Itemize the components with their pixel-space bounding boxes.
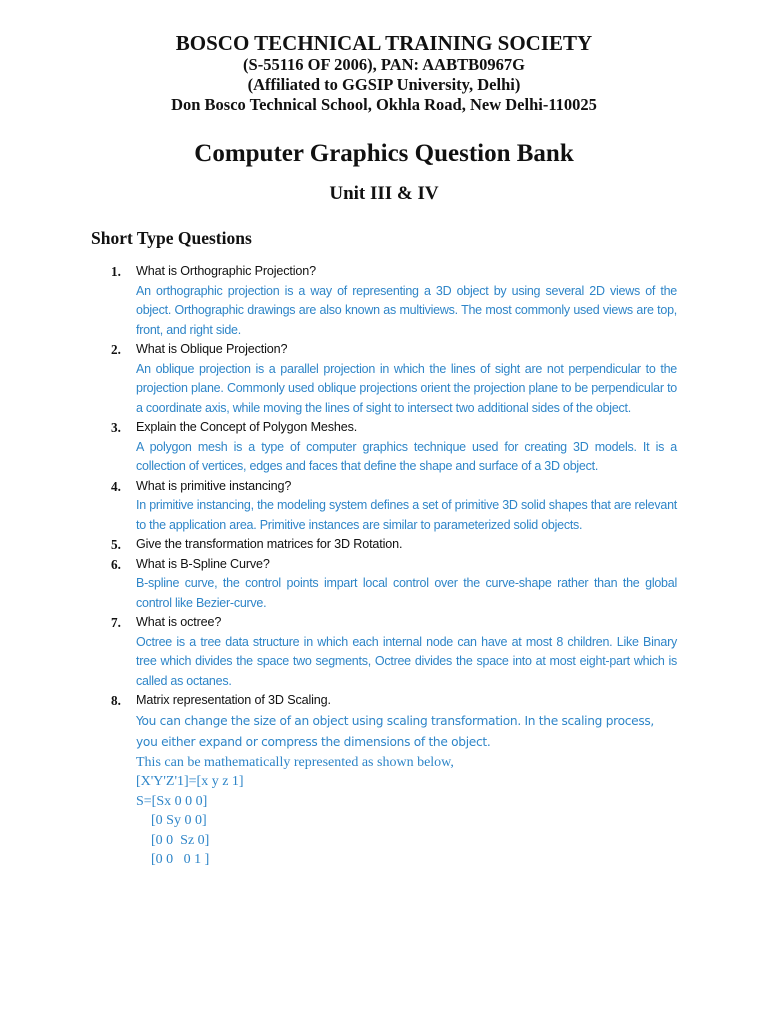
question-item: [111, 555, 677, 614]
question-text: What is Orthographic Projection?: [136, 264, 316, 278]
question-text: Matrix representation of 3D Scaling.: [136, 693, 331, 707]
address-line: Don Bosco Technical School, Okhla Road, New Delhi-110025: [171, 95, 597, 114]
question-text: Explain the Concept of Polygon Meshes.: [136, 420, 358, 434]
question-number: 5.: [111, 537, 121, 552]
question-item: [111, 340, 677, 418]
org-name: BOSCO TECHNICAL TRAINING SOCIETY: [175, 31, 593, 55]
question-item: [111, 418, 677, 477]
answer-text: An oblique projection is a parallel projection in which the lines of sight are not perpendicular to the projection plane. Commonly used oblique projections orient the projection plane to be perpendicular to a coordinate axis, while moving the lines of sight to intersect two additional sides of the object.: [136, 361, 677, 415]
answer-text: B-spline curve, the control points impart local control over the curve-shape rather than the global control like Bezier-curve.: [136, 576, 677, 610]
page-title: Computer Graphics Question Bank: [194, 140, 574, 167]
registration-line: (S-55116 OF 2006), PAN: AABTB0967G: [243, 55, 525, 74]
answer-text: Octree is a tree data structure in which each internal node can have at most 8 children. Like Binary tree which divides the space two segments, Octree divides the space into at most eight-part which is called as octanes.: [136, 634, 677, 688]
scaling-intro: You can change the size of an object using scaling transformation. In the scaling process, you either expand or compress the dimensions of the object.: [136, 713, 655, 749]
question-item: [111, 477, 677, 536]
scaling-matrix-row-1: S=[Sx 0 0 0]: [136, 793, 208, 809]
question-number: 7.: [111, 615, 121, 630]
affiliation-line: (Affiliated to GGSIP University, Delhi): [247, 75, 521, 94]
question-number: 1.: [111, 264, 121, 279]
scaling-equation: [X'Y'Z'1]=[x y z 1]: [136, 774, 244, 789]
question-text: What is octree?: [136, 615, 222, 629]
question-number: 2.: [111, 342, 121, 357]
question-number: 8.: [111, 693, 121, 708]
question-number: 3.: [111, 420, 121, 435]
answer-text: A polygon mesh is a type of computer graphics technique used for creating 3D models. It is a collection of vertices, edges and faces that define the shape and surface of a 3D object.: [136, 439, 677, 473]
scaling-note: This can be mathematically represented as shown below,: [136, 754, 454, 770]
question-text: What is B-Spline Curve?: [136, 556, 270, 571]
scaling-matrix-row-2: [0 Sy 0 0]: [151, 813, 207, 828]
scaling-matrix-row-3: [0 0 Sz 0]: [151, 832, 210, 848]
question-item: [111, 262, 677, 340]
question-item: [111, 535, 677, 555]
question-item: [111, 613, 677, 691]
section-heading: Short Type Questions: [91, 228, 252, 248]
question-text: Give the transformation matrices for 3D Rotation.: [136, 537, 403, 551]
question-list: [111, 262, 677, 870]
answer-text: An orthographic projection is a way of representing a 3D object by using several 2D views of the object. Orthographic drawings are also known as multiviews. The most commonly used views are top, front, and right side.: [136, 283, 677, 337]
unit-heading: Unit III & IV: [329, 183, 439, 204]
question-text: What is primitive instancing?: [136, 478, 292, 493]
question-text: What is Oblique Projection?: [136, 342, 288, 356]
question-item: [111, 691, 677, 870]
scaling-matrix-row-4: [0 0 0 1 ]: [151, 852, 210, 867]
question-number: 4.: [111, 478, 121, 494]
answer-text: In primitive instancing, the modeling system defines a set of primitive 3D solid shapes that are relevant to the application area. Primitive instances are similar to parameterized solid objects.: [136, 498, 677, 532]
question-number: 6.: [111, 556, 121, 572]
